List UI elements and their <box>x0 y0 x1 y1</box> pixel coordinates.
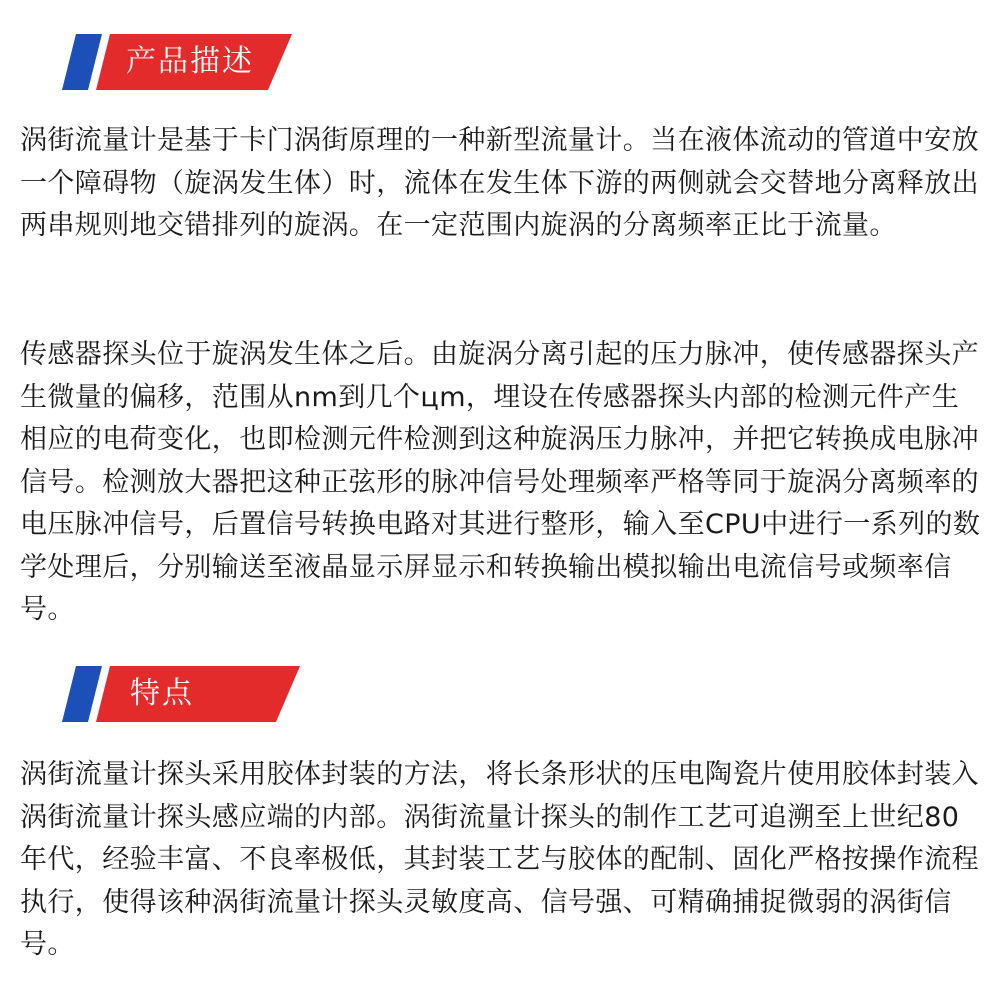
section-header-features <box>0 666 1006 722</box>
section-title: 产品描述 <box>126 44 254 79</box>
paragraph: 传感器探头位于旋涡发生体之后。由旋涡分离引起的压力脉冲，使传感器探头产生微量的偏移，范围从nm到几个цm，埋设在传感器探头内部的检测元件产生相应的电荷变化，也即检测元件检测到这种旋涡压力脉冲，并把它转换成电脉冲信号。检测放大器把这种正弦形的脉冲信号处理频率严格等同于旋涡分离频率的电压脉冲信号，后置信号转换电路对其进行整形，输入至CPU中进行一系列的数学处理后，分别输送至液晶显示屏显示和转换输出模拟输出电流信号或频率信号。 <box>20 339 981 625</box>
paragraph: 涡街流量计探头采用胶体封装的方法，将长条形状的压电陶瓷片使用胶体封装入涡街流量计探头感应端的内部。涡街流量计探头的制作工艺可追溯至上世纪80年代，经验丰富、不良率极低，其封装工艺与胶体的配制、固化严格按操作流程执行，使得该种涡街流量计探头灵敏度高、信号强、可精确捕捉微弱的涡街信号。 <box>20 759 979 960</box>
paragraph: 涡街流量计是基于卡门涡街原理的一种新型流量计。当在液体流动的管道中安放一个障碍物（旋涡发生体）时，流体在发生体下游的两侧就会交替地分离释放出两串规则地交错排列的旋涡。在一定范围内旋涡的分离频率正比于流量。 <box>20 125 979 241</box>
section-title: 特点 <box>130 676 194 711</box>
section-header-product-description <box>0 34 1006 90</box>
